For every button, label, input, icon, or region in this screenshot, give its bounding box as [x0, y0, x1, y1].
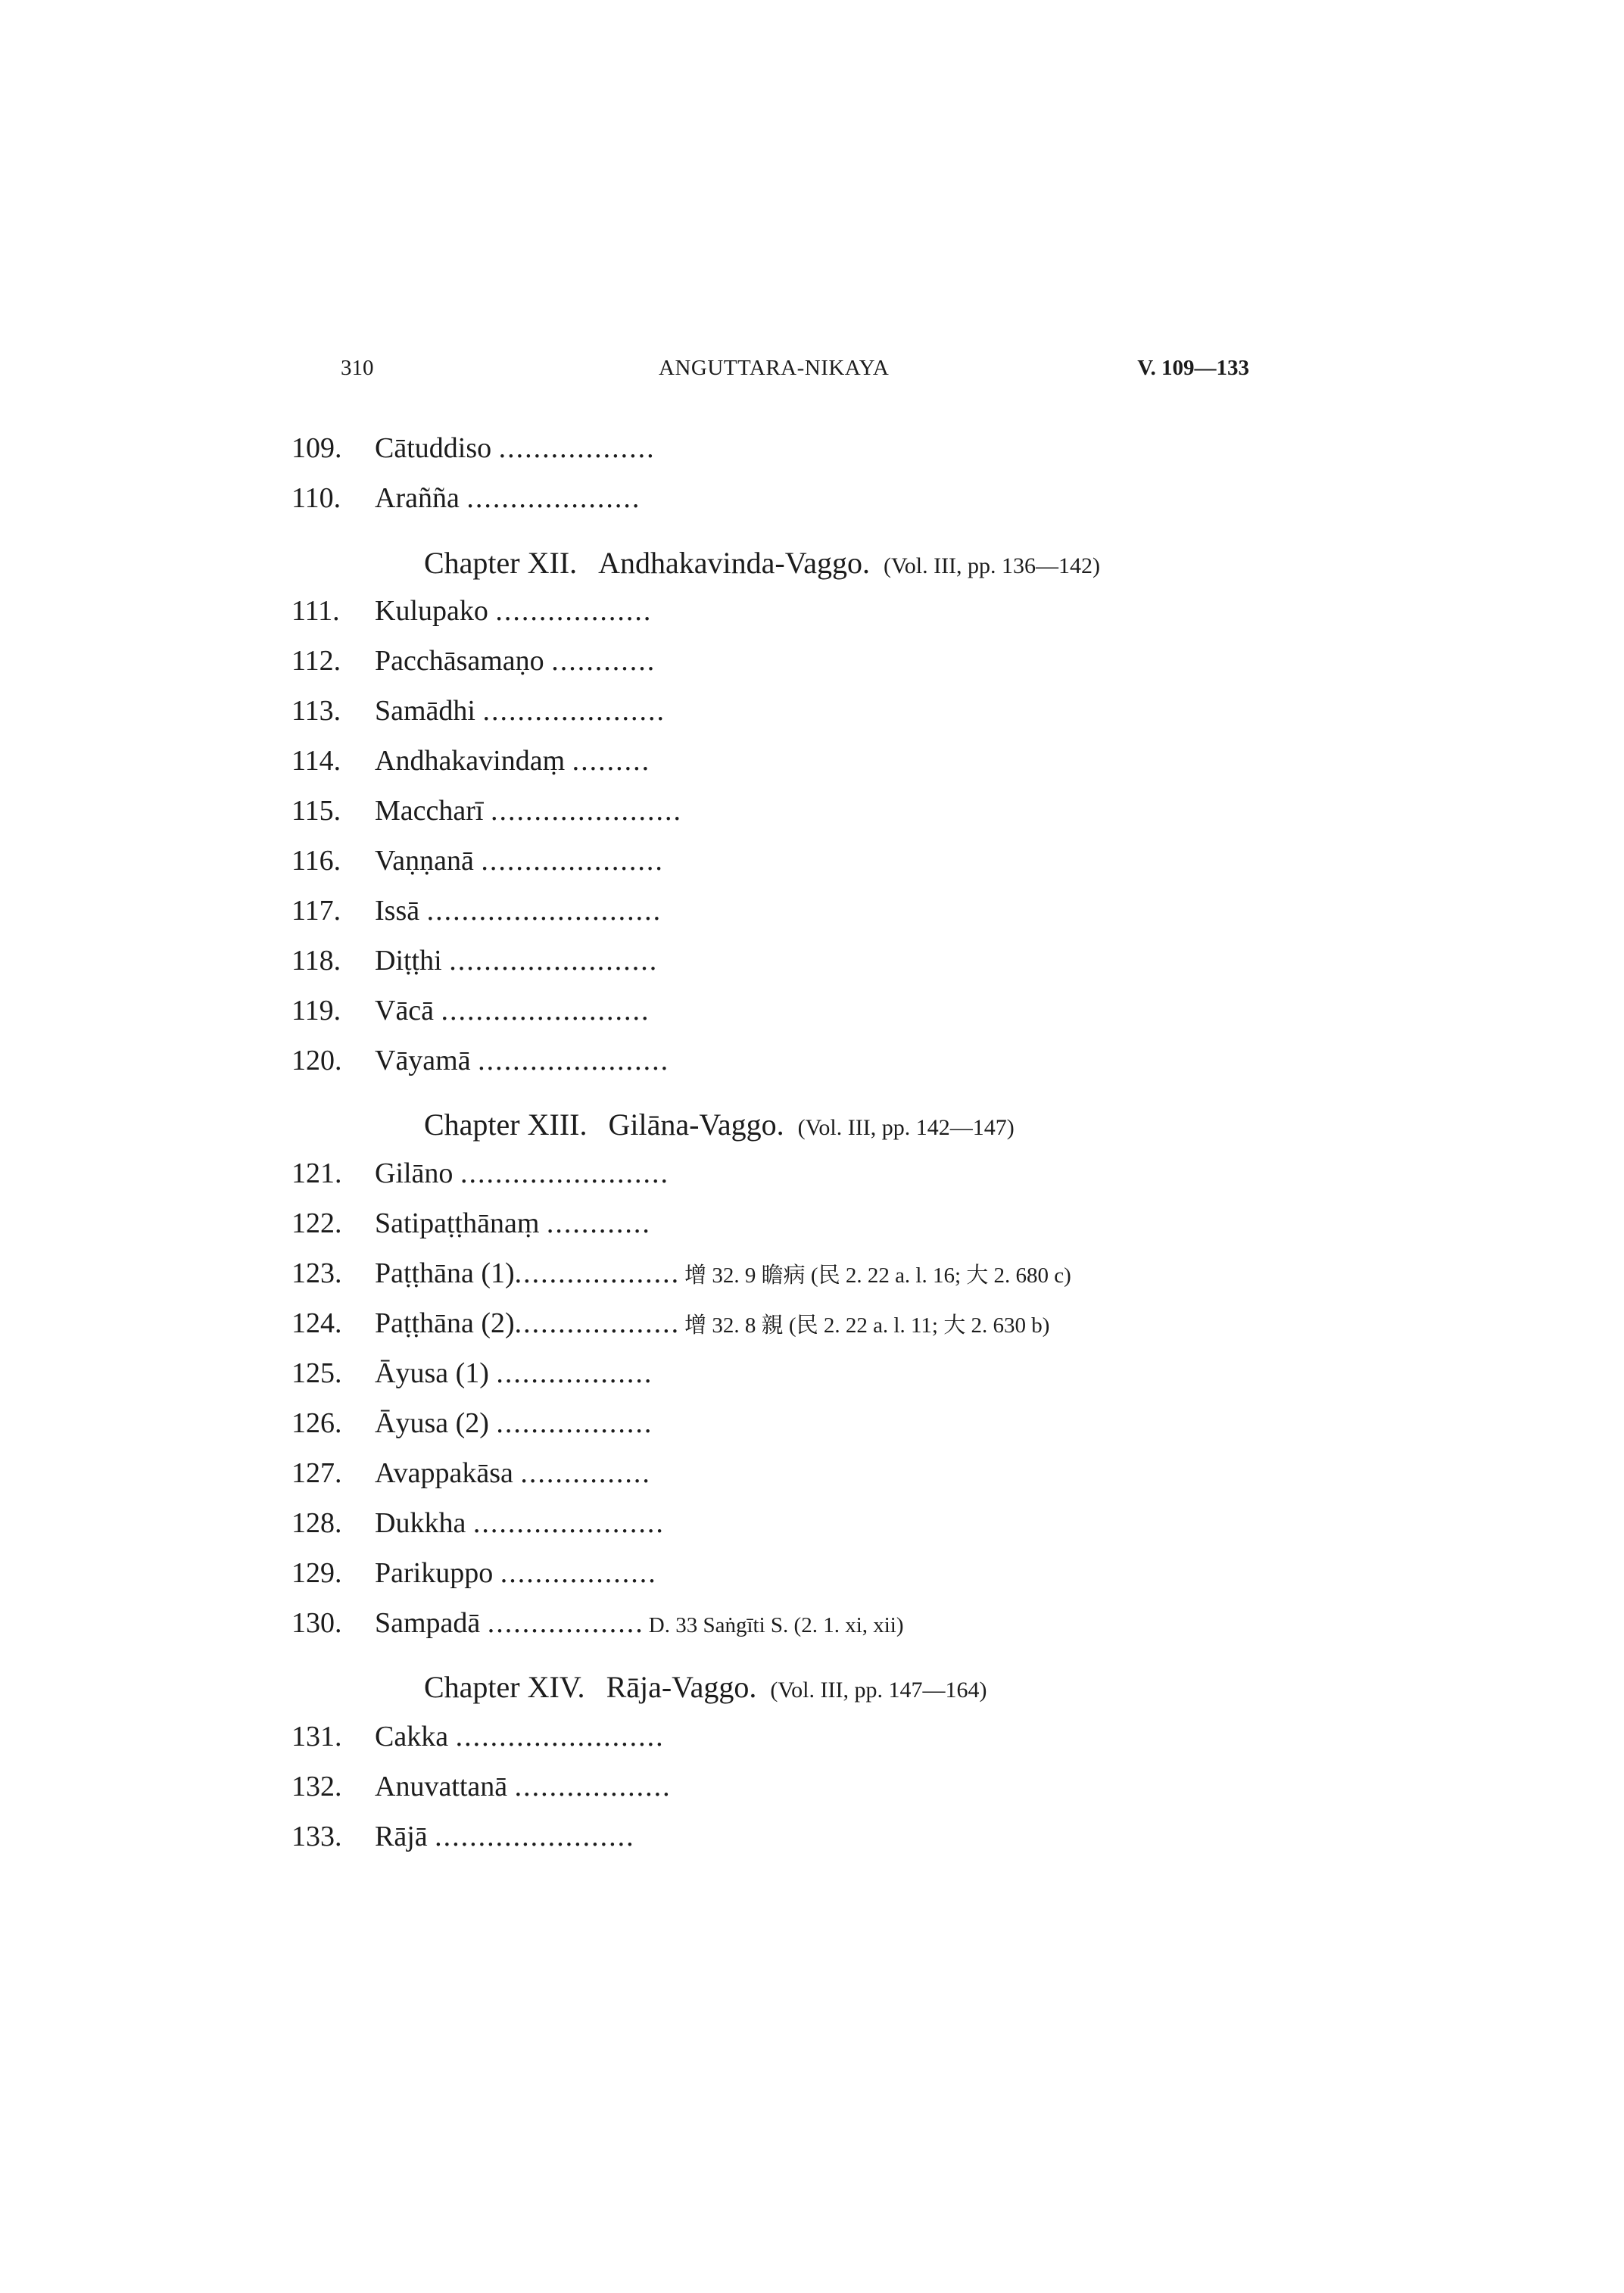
list-item: 123. Paṭṭhāna (1)................... 增 32. 9 瞻病 (民 2. 22 a. l. 16; 大 2. 680 c) [291, 1257, 1071, 1289]
list-item: 111. Kulupako .................. [291, 595, 653, 627]
list-item: 127. Avappakāsa ............... [291, 1457, 651, 1489]
list-item: 118. Diṭṭhi ........................ [291, 945, 659, 977]
list-item: 115. Maccharī ...................... [291, 795, 682, 827]
list-item: 116. Vaṇṇanā ..................... [291, 845, 664, 877]
cross-reference: D. 33 Saṅgīti S. (2. 1. xi, xii) [648, 1613, 904, 1637]
list-item: 130. Sampadā .................. D. 33 Saṅgīti S. (2. 1. xi, xii) [291, 1607, 904, 1639]
list-item: 129. Parikuppo .................. [291, 1557, 657, 1589]
list-item: 122. Satipaṭṭhānaṃ ............ [291, 1207, 651, 1239]
list-item: 119. Vācā ........................ [291, 995, 650, 1027]
chapter-heading: Chapter XII. Andhakavinda-Vaggo. (Vol. III, pp. 136—142) [424, 546, 1101, 580]
section-range: V. 109—133 [1137, 356, 1249, 380]
list-item: 132. Anuvattanā .................. [291, 1771, 672, 1802]
list-item: 128. Dukkha ...................... [291, 1507, 665, 1539]
list-item: 120. Vāyamā ...................... [291, 1045, 670, 1076]
list-item: 133. Rājā ....................... [291, 1821, 635, 1852]
list-item: 110. Arañña .................... [291, 482, 641, 514]
list-item: 124. Paṭṭhāna (2)................... 增 32. 8 親 (民 2. 22 a. l. 11; 大 2. 630 b) [291, 1307, 1050, 1339]
running-title: ANGUTTARA-NIKAYA [659, 356, 890, 380]
list-item: 117. Issā ........................... [291, 895, 662, 927]
chapter-heading: Chapter XIV. Rāja-Vaggo. (Vol. III, pp. 147—164) [424, 1670, 987, 1704]
cross-reference: 增 32. 8 親 (民 2. 22 a. l. 11; 大 2. 630 b) [684, 1313, 1050, 1338]
list-item: 121. Gilāno ........................ [291, 1157, 669, 1189]
list-item: 131. Cakka ........................ [291, 1721, 665, 1752]
list-item: 112. Pacchāsamaṇo ............ [291, 645, 656, 677]
list-item: 113. Samādhi ..................... [291, 695, 665, 727]
list-item: 125. Āyusa (1) .................. [291, 1357, 653, 1389]
list-item: 114. Andhakavindaṃ ......... [291, 745, 651, 777]
page-header [341, 356, 1249, 394]
cross-reference: 增 32. 9 瞻病 (民 2. 22 a. l. 16; 大 2. 680 c) [684, 1263, 1071, 1288]
chapter-heading: Chapter XIII. Gilāna-Vaggo. (Vol. III, pp. 142—147) [424, 1108, 1015, 1142]
list-item: 109. Cātuddiso .................. [291, 432, 656, 464]
page-number: 310 [341, 356, 374, 380]
list-item: 126. Āyusa (2) .................. [291, 1407, 653, 1439]
